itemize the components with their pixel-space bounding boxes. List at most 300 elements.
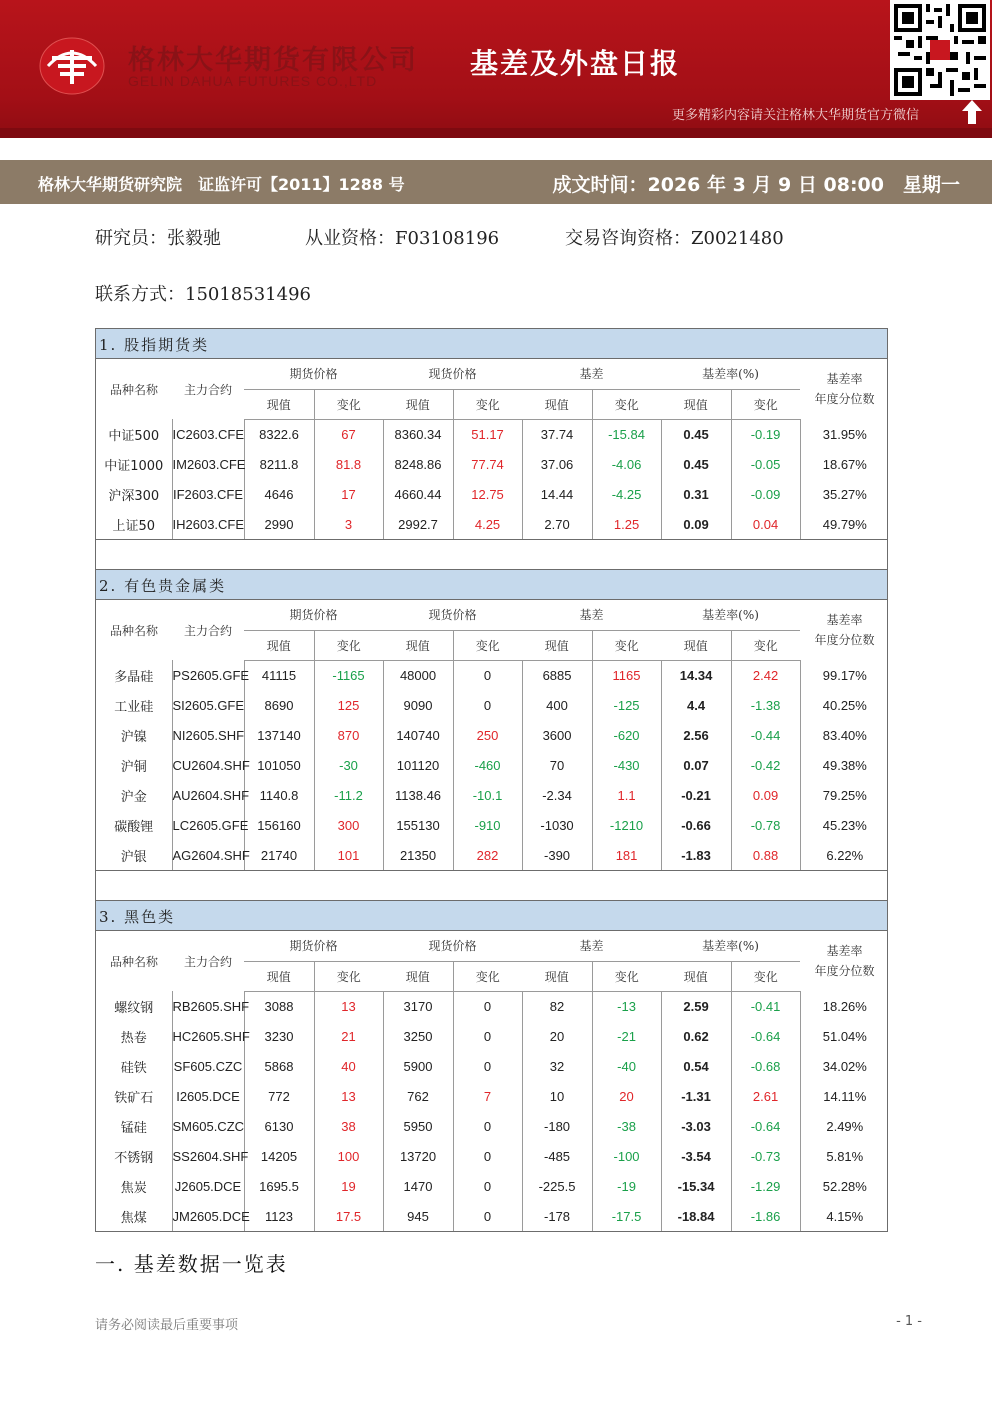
arrow-up-icon bbox=[962, 100, 982, 124]
cell-basis-current: -390 bbox=[522, 840, 592, 870]
cell-futures-change: -1165 bbox=[314, 660, 383, 690]
cell-rate-change: -0.64 bbox=[731, 1021, 800, 1051]
cell-basis-change: -430 bbox=[592, 750, 661, 780]
cell-variety: 上证50 bbox=[112, 518, 156, 534]
cell-futures-current: 101050 bbox=[244, 750, 314, 780]
cell-percentile: 35.27% bbox=[800, 479, 889, 509]
cell-basis-current: -180 bbox=[522, 1111, 592, 1141]
cell-spot-current: 8360.34 bbox=[383, 419, 453, 449]
header-change: 变化 bbox=[592, 389, 661, 419]
cell-variety: 中证500 bbox=[108, 428, 160, 444]
cell-rate-current: 2.59 bbox=[661, 991, 731, 1021]
header-futures-price: 期货价格 bbox=[244, 931, 383, 961]
cell-percentile: 4.15% bbox=[800, 1201, 889, 1231]
cell-rate-current: -1.31 bbox=[661, 1081, 731, 1111]
cell-rate-change: -1.29 bbox=[731, 1171, 800, 1201]
spacer-row bbox=[96, 539, 887, 569]
table-row bbox=[96, 1051, 889, 1081]
table-row bbox=[96, 840, 889, 870]
cell-percentile: 5.81% bbox=[800, 1141, 889, 1171]
report-datetime: 成文时间：2026 年 3 月 9 日 08:00 星期一 bbox=[552, 174, 960, 196]
cell-spot-current: 101120 bbox=[383, 750, 453, 780]
cell-basis-change: -125 bbox=[592, 690, 661, 720]
header-change: 变化 bbox=[592, 630, 661, 660]
cell-variety: 碳酸锂 bbox=[114, 819, 154, 835]
cell-variety: 铁矿石 bbox=[114, 1090, 154, 1106]
cell-contract: SI2605.GFE bbox=[172, 690, 244, 720]
cell-spot-current: 3170 bbox=[383, 991, 453, 1021]
cell-rate-current: -3.54 bbox=[661, 1141, 731, 1171]
cell-contract: I2605.DCE bbox=[172, 1081, 244, 1111]
researcher-name: 研究员：张毅驰 bbox=[95, 228, 221, 249]
table-row bbox=[96, 419, 889, 449]
wechat-qr-code bbox=[890, 0, 990, 100]
cell-percentile: 45.23% bbox=[800, 810, 889, 840]
cell-spot-current: 13720 bbox=[383, 1141, 453, 1171]
cell-basis-change: -620 bbox=[592, 720, 661, 750]
cell-rate-current: -0.21 bbox=[661, 780, 731, 810]
cell-percentile: 6.22% bbox=[800, 840, 889, 870]
header-change: 变化 bbox=[314, 389, 383, 419]
cell-basis-current: -178 bbox=[522, 1201, 592, 1231]
table-row bbox=[96, 991, 889, 1021]
cell-futures-change: 13 bbox=[314, 1081, 383, 1111]
cell-futures-current: 14205 bbox=[244, 1141, 314, 1171]
cell-rate-change: 2.42 bbox=[731, 660, 800, 690]
cell-percentile: 49.79% bbox=[800, 509, 889, 539]
cell-rate-current: 2.56 bbox=[661, 720, 731, 750]
section-nonferrous-precious-metals bbox=[95, 569, 888, 901]
header-change: 变化 bbox=[314, 630, 383, 660]
cell-spot-change: -460 bbox=[453, 750, 522, 780]
cell-spot-change: 0 bbox=[453, 1111, 522, 1141]
cell-rate-change: 2.61 bbox=[731, 1081, 800, 1111]
header-contract: 主力合约 bbox=[183, 382, 232, 397]
cell-futures-change: 101 bbox=[314, 840, 383, 870]
cell-rate-current: 0.62 bbox=[661, 1021, 731, 1051]
cell-basis-change: 1.1 bbox=[592, 780, 661, 810]
cell-percentile: 52.28% bbox=[800, 1171, 889, 1201]
header-current: 现值 bbox=[244, 630, 314, 660]
header-percentile bbox=[800, 931, 889, 991]
header-percentile bbox=[800, 359, 889, 419]
cell-contract: JM2605.DCE bbox=[172, 1201, 244, 1231]
cell-futures-change: 81.8 bbox=[314, 449, 383, 479]
cell-rate-current: 0.54 bbox=[661, 1051, 731, 1081]
header-basis: 基差 bbox=[522, 600, 661, 630]
cell-futures-change: 19 bbox=[314, 1171, 383, 1201]
header-variety: 品种名称 bbox=[109, 954, 158, 969]
cell-futures-current: 41115 bbox=[244, 660, 314, 690]
cell-spot-change: 0 bbox=[453, 690, 522, 720]
cell-futures-current: 8322.6 bbox=[244, 419, 314, 449]
cell-futures-change: 100 bbox=[314, 1141, 383, 1171]
cell-spot-change: 0 bbox=[453, 991, 522, 1021]
cell-spot-change: 12.75 bbox=[453, 479, 522, 509]
cell-rate-current: -15.34 bbox=[661, 1171, 731, 1201]
cell-futures-current: 21740 bbox=[244, 840, 314, 870]
header-current: 现值 bbox=[383, 389, 453, 419]
cell-percentile: 14.11% bbox=[800, 1081, 889, 1111]
cell-futures-current: 772 bbox=[244, 1081, 314, 1111]
cell-contract: LC2605.GFE bbox=[172, 810, 244, 840]
cell-basis-change: -13 bbox=[592, 991, 661, 1021]
follow-wechat-note: 更多精彩内容请关注格林大华期货官方微信 bbox=[672, 108, 920, 123]
cell-rate-current: -1.83 bbox=[661, 840, 731, 870]
cell-rate-change: 0.04 bbox=[731, 509, 800, 539]
cell-basis-change: 181 bbox=[592, 840, 661, 870]
header-basis-rate: 基差率(%) bbox=[661, 600, 800, 630]
cell-basis-current: 37.74 bbox=[522, 419, 592, 449]
cell-rate-change: 0.88 bbox=[731, 840, 800, 870]
cell-spot-change: 0 bbox=[453, 1051, 522, 1081]
cell-contract: IC2603.CFE bbox=[172, 419, 244, 449]
report-title: 基差及外盘日报 bbox=[470, 47, 681, 80]
cell-spot-change: 0 bbox=[453, 1021, 522, 1051]
header-spot-price: 现货价格 bbox=[383, 931, 522, 961]
cell-futures-change: 125 bbox=[314, 690, 383, 720]
cell-futures-change: 21 bbox=[314, 1021, 383, 1051]
cell-variety: 沪铜 bbox=[120, 759, 147, 775]
researcher-qualification: 从业资格：F03108196 bbox=[305, 228, 500, 249]
cell-futures-current: 8690 bbox=[244, 690, 314, 720]
table-row bbox=[96, 720, 889, 750]
cell-futures-change: 38 bbox=[314, 1111, 383, 1141]
header-current: 现值 bbox=[661, 389, 731, 419]
cell-spot-change: -10.1 bbox=[453, 780, 522, 810]
cell-basis-current: 37.06 bbox=[522, 449, 592, 479]
cell-rate-change: -0.42 bbox=[731, 750, 800, 780]
header-current: 现值 bbox=[244, 961, 314, 991]
cell-variety: 多晶硅 bbox=[114, 669, 154, 685]
cell-spot-current: 48000 bbox=[383, 660, 453, 690]
header-change: 变化 bbox=[453, 961, 522, 991]
cell-contract: IH2603.CFE bbox=[172, 509, 244, 539]
section-title: 1. 股指期货类 bbox=[96, 329, 887, 359]
header-change: 变化 bbox=[731, 961, 800, 991]
header-basis: 基差 bbox=[522, 931, 661, 961]
cell-basis-change: -4.06 bbox=[592, 449, 661, 479]
header-futures-price: 期货价格 bbox=[244, 600, 383, 630]
researcher-consult-qualification: 交易咨询资格：Z0021480 bbox=[565, 228, 784, 249]
cell-rate-current: -18.84 bbox=[661, 1201, 731, 1231]
cell-variety: 焦炭 bbox=[120, 1180, 147, 1196]
cell-contract: CU2604.SHF bbox=[172, 750, 244, 780]
cell-contract: PS2605.GFE bbox=[172, 660, 244, 690]
cell-variety: 沪银 bbox=[120, 849, 147, 865]
summary-heading: 一. 基差数据一览表 bbox=[95, 1252, 288, 1276]
header-variety: 品种名称 bbox=[109, 623, 158, 638]
header-basis-rate: 基差率(%) bbox=[661, 931, 800, 961]
cell-futures-current: 1695.5 bbox=[244, 1171, 314, 1201]
table-row bbox=[96, 780, 889, 810]
cell-futures-change: -30 bbox=[314, 750, 383, 780]
cell-spot-current: 9090 bbox=[383, 690, 453, 720]
header-percentile-line1: 基差率 bbox=[826, 613, 863, 627]
cell-percentile: 51.04% bbox=[800, 1021, 889, 1051]
cell-percentile: 49.38% bbox=[800, 750, 889, 780]
cell-rate-change: -0.68 bbox=[731, 1051, 800, 1081]
cell-variety: 沪镍 bbox=[120, 729, 147, 745]
cell-basis-current: -1030 bbox=[522, 810, 592, 840]
cell-variety: 沪金 bbox=[120, 789, 147, 805]
cell-rate-current: 0.07 bbox=[661, 750, 731, 780]
cell-futures-current: 2990 bbox=[244, 509, 314, 539]
header-change: 变化 bbox=[731, 630, 800, 660]
cell-percentile: 79.25% bbox=[800, 780, 889, 810]
cell-rate-current: 4.4 bbox=[661, 690, 731, 720]
cell-rate-current: 0.45 bbox=[661, 449, 731, 479]
basis-table bbox=[96, 600, 889, 870]
cell-futures-change: 17 bbox=[314, 479, 383, 509]
cell-contract: SF605.CZC bbox=[172, 1051, 244, 1081]
cell-contract: AU2604.SHF bbox=[172, 780, 244, 810]
table-row bbox=[96, 750, 889, 780]
cell-basis-change: -4.25 bbox=[592, 479, 661, 509]
header-percentile bbox=[800, 600, 889, 660]
cell-spot-change: 250 bbox=[453, 720, 522, 750]
cell-spot-current: 140740 bbox=[383, 720, 453, 750]
cell-rate-change: -1.86 bbox=[731, 1201, 800, 1231]
cell-variety: 沪深300 bbox=[108, 488, 160, 504]
cell-spot-current: 8248.86 bbox=[383, 449, 453, 479]
cell-contract: IM2603.CFE bbox=[172, 449, 244, 479]
company-logo-icon bbox=[38, 36, 106, 96]
cell-rate-current: 0.45 bbox=[661, 419, 731, 449]
cell-basis-current: 2.70 bbox=[522, 509, 592, 539]
cell-rate-change: 0.09 bbox=[731, 780, 800, 810]
table-row bbox=[96, 1111, 889, 1141]
cell-percentile: 18.67% bbox=[800, 449, 889, 479]
cell-percentile: 40.25% bbox=[800, 690, 889, 720]
cell-rate-change: -1.38 bbox=[731, 690, 800, 720]
cell-spot-current: 945 bbox=[383, 1201, 453, 1231]
cell-contract: AG2604.SHF bbox=[172, 840, 244, 870]
cell-rate-change: -0.44 bbox=[731, 720, 800, 750]
cell-spot-current: 1470 bbox=[383, 1171, 453, 1201]
cell-variety: 不锈钢 bbox=[114, 1150, 154, 1166]
cell-contract: J2605.DCE bbox=[172, 1171, 244, 1201]
cell-basis-current: 14.44 bbox=[522, 479, 592, 509]
cell-futures-current: 8211.8 bbox=[244, 449, 314, 479]
cell-contract: HC2605.SHF bbox=[172, 1021, 244, 1051]
cell-basis-change: -40 bbox=[592, 1051, 661, 1081]
cell-spot-change: 77.74 bbox=[453, 449, 522, 479]
cell-basis-change: -15.84 bbox=[592, 419, 661, 449]
cell-basis-current: -485 bbox=[522, 1141, 592, 1171]
cell-basis-change: -38 bbox=[592, 1111, 661, 1141]
researcher-contact: 联系方式：15018531496 bbox=[95, 284, 311, 305]
table-row bbox=[96, 1081, 889, 1111]
header-current: 现值 bbox=[522, 630, 592, 660]
cell-rate-change: -0.64 bbox=[731, 1111, 800, 1141]
header-change: 变化 bbox=[731, 389, 800, 419]
header-change: 变化 bbox=[453, 630, 522, 660]
header-percentile-line1: 基差率 bbox=[826, 944, 863, 958]
cell-spot-current: 4660.44 bbox=[383, 479, 453, 509]
cell-percentile: 2.49% bbox=[800, 1111, 889, 1141]
cell-futures-current: 156160 bbox=[244, 810, 314, 840]
cell-futures-current: 137140 bbox=[244, 720, 314, 750]
banner-bottom-strip bbox=[0, 128, 992, 138]
cell-spot-current: 21350 bbox=[383, 840, 453, 870]
cell-spot-current: 5900 bbox=[383, 1051, 453, 1081]
cell-futures-current: 1123 bbox=[244, 1201, 314, 1231]
header-change: 变化 bbox=[592, 961, 661, 991]
cell-spot-change: 0 bbox=[453, 1141, 522, 1171]
cell-spot-change: 282 bbox=[453, 840, 522, 870]
cell-basis-current: 32 bbox=[522, 1051, 592, 1081]
cell-basis-current: 6885 bbox=[522, 660, 592, 690]
cell-contract: RB2605.SHF bbox=[172, 991, 244, 1021]
header-current: 现值 bbox=[383, 630, 453, 660]
header-basis: 基差 bbox=[522, 359, 661, 389]
cell-variety: 中证1000 bbox=[104, 458, 164, 474]
cell-spot-current: 762 bbox=[383, 1081, 453, 1111]
table-row bbox=[96, 449, 889, 479]
cell-percentile: 34.02% bbox=[800, 1051, 889, 1081]
cell-futures-change: -11.2 bbox=[314, 780, 383, 810]
cell-rate-change: -0.78 bbox=[731, 810, 800, 840]
cell-rate-current: -0.66 bbox=[661, 810, 731, 840]
cell-percentile: 83.40% bbox=[800, 720, 889, 750]
header-percentile-line1: 基差率 bbox=[826, 372, 863, 386]
page-number: - 1 - bbox=[896, 1314, 922, 1329]
cell-basis-change: -1210 bbox=[592, 810, 661, 840]
header-current: 现值 bbox=[522, 961, 592, 991]
cell-spot-change: 0 bbox=[453, 1201, 522, 1231]
cell-futures-change: 870 bbox=[314, 720, 383, 750]
cell-variety: 锰硅 bbox=[120, 1120, 147, 1136]
qr-code-icon bbox=[894, 4, 986, 96]
table-row bbox=[96, 1171, 889, 1201]
header-percentile-line2: 年度分位数 bbox=[814, 964, 875, 978]
cell-variety: 热卷 bbox=[120, 1030, 147, 1046]
cell-spot-change: 51.17 bbox=[453, 419, 522, 449]
cell-spot-current: 2992.7 bbox=[383, 509, 453, 539]
info-bar bbox=[0, 160, 992, 204]
cell-futures-change: 13 bbox=[314, 991, 383, 1021]
table-row bbox=[96, 479, 889, 509]
section-stock-index-futures bbox=[95, 328, 888, 570]
cell-basis-change: -17.5 bbox=[592, 1201, 661, 1231]
header-contract: 主力合约 bbox=[183, 954, 232, 969]
cell-futures-current: 1140.8 bbox=[244, 780, 314, 810]
table-row bbox=[96, 660, 889, 690]
header-change: 变化 bbox=[314, 961, 383, 991]
cell-contract: IF2603.CFE bbox=[172, 479, 244, 509]
cell-spot-change: 0 bbox=[453, 1171, 522, 1201]
cell-futures-current: 6130 bbox=[244, 1111, 314, 1141]
table-row bbox=[96, 690, 889, 720]
cell-futures-change: 17.5 bbox=[314, 1201, 383, 1231]
header-basis-rate: 基差率(%) bbox=[661, 359, 800, 389]
cell-rate-current: -3.03 bbox=[661, 1111, 731, 1141]
cell-spot-change: -910 bbox=[453, 810, 522, 840]
cell-futures-change: 67 bbox=[314, 419, 383, 449]
table-row bbox=[96, 810, 889, 840]
header-banner bbox=[0, 0, 992, 138]
table-row bbox=[96, 1141, 889, 1171]
header-change: 变化 bbox=[453, 389, 522, 419]
header-spot-price: 现货价格 bbox=[383, 600, 522, 630]
cell-basis-current: -225.5 bbox=[522, 1171, 592, 1201]
institute-license: 格林大华期货研究院 证监许可【2011】1288 号 bbox=[38, 175, 405, 194]
company-name-cn: 格林大华期货有限公司 bbox=[128, 45, 418, 76]
cell-basis-change: -21 bbox=[592, 1021, 661, 1051]
cell-contract: NI2605.SHF bbox=[172, 720, 244, 750]
cell-basis-change: 20 bbox=[592, 1081, 661, 1111]
section-ferrous bbox=[95, 900, 888, 1232]
cell-rate-current: 0.09 bbox=[661, 509, 731, 539]
section-title: 3. 黑色类 bbox=[96, 901, 887, 931]
cell-basis-current: 82 bbox=[522, 991, 592, 1021]
cell-basis-current: -2.34 bbox=[522, 780, 592, 810]
cell-spot-current: 5950 bbox=[383, 1111, 453, 1141]
footer-disclaimer-note: 请务必阅读最后重要事项 bbox=[95, 1318, 239, 1333]
company-name-en: GELIN DAHUA FUTURES CO.,LTD bbox=[128, 73, 378, 89]
cell-percentile: 99.17% bbox=[800, 660, 889, 690]
cell-rate-current: 14.34 bbox=[661, 660, 731, 690]
cell-percentile: 31.95% bbox=[800, 419, 889, 449]
cell-spot-change: 0 bbox=[453, 660, 522, 690]
cell-spot-change: 7 bbox=[453, 1081, 522, 1111]
cell-futures-current: 4646 bbox=[244, 479, 314, 509]
cell-basis-change: -19 bbox=[592, 1171, 661, 1201]
cell-futures-current: 3230 bbox=[244, 1021, 314, 1051]
cell-rate-change: -0.09 bbox=[731, 479, 800, 509]
cell-futures-current: 3088 bbox=[244, 991, 314, 1021]
cell-rate-change: -0.41 bbox=[731, 991, 800, 1021]
cell-variety: 焦煤 bbox=[120, 1210, 147, 1226]
header-current: 现值 bbox=[661, 630, 731, 660]
header-current: 现值 bbox=[244, 389, 314, 419]
cell-basis-current: 10 bbox=[522, 1081, 592, 1111]
header-current: 现值 bbox=[383, 961, 453, 991]
table-row bbox=[96, 509, 889, 539]
header-futures-price: 期货价格 bbox=[244, 359, 383, 389]
cell-futures-change: 40 bbox=[314, 1051, 383, 1081]
cell-basis-change: 1165 bbox=[592, 660, 661, 690]
cell-basis-change: 1.25 bbox=[592, 509, 661, 539]
cell-basis-current: 400 bbox=[522, 690, 592, 720]
cell-futures-change: 300 bbox=[314, 810, 383, 840]
basis-table bbox=[96, 931, 889, 1231]
header-percentile-line2: 年度分位数 bbox=[814, 633, 875, 647]
cell-spot-change: 4.25 bbox=[453, 509, 522, 539]
cell-futures-change: 3 bbox=[314, 509, 383, 539]
cell-variety: 工业硅 bbox=[114, 699, 154, 715]
cell-futures-current: 5868 bbox=[244, 1051, 314, 1081]
cell-rate-current: 0.31 bbox=[661, 479, 731, 509]
cell-percentile: 18.26% bbox=[800, 991, 889, 1021]
cell-contract: SS2604.SHF bbox=[172, 1141, 244, 1171]
header-percentile-line2: 年度分位数 bbox=[814, 392, 875, 406]
cell-basis-current: 70 bbox=[522, 750, 592, 780]
cell-basis-current: 3600 bbox=[522, 720, 592, 750]
table-row bbox=[96, 1021, 889, 1051]
cell-spot-current: 1138.46 bbox=[383, 780, 453, 810]
section-title: 2. 有色贵金属类 bbox=[96, 570, 887, 600]
header-variety: 品种名称 bbox=[109, 382, 158, 397]
cell-rate-change: -0.19 bbox=[731, 419, 800, 449]
cell-rate-change: -0.73 bbox=[731, 1141, 800, 1171]
cell-rate-change: -0.05 bbox=[731, 449, 800, 479]
header-contract: 主力合约 bbox=[183, 623, 232, 638]
header-current: 现值 bbox=[522, 389, 592, 419]
cell-contract: SM605.CZC bbox=[172, 1111, 244, 1141]
cell-variety: 螺纹钢 bbox=[114, 1000, 154, 1016]
